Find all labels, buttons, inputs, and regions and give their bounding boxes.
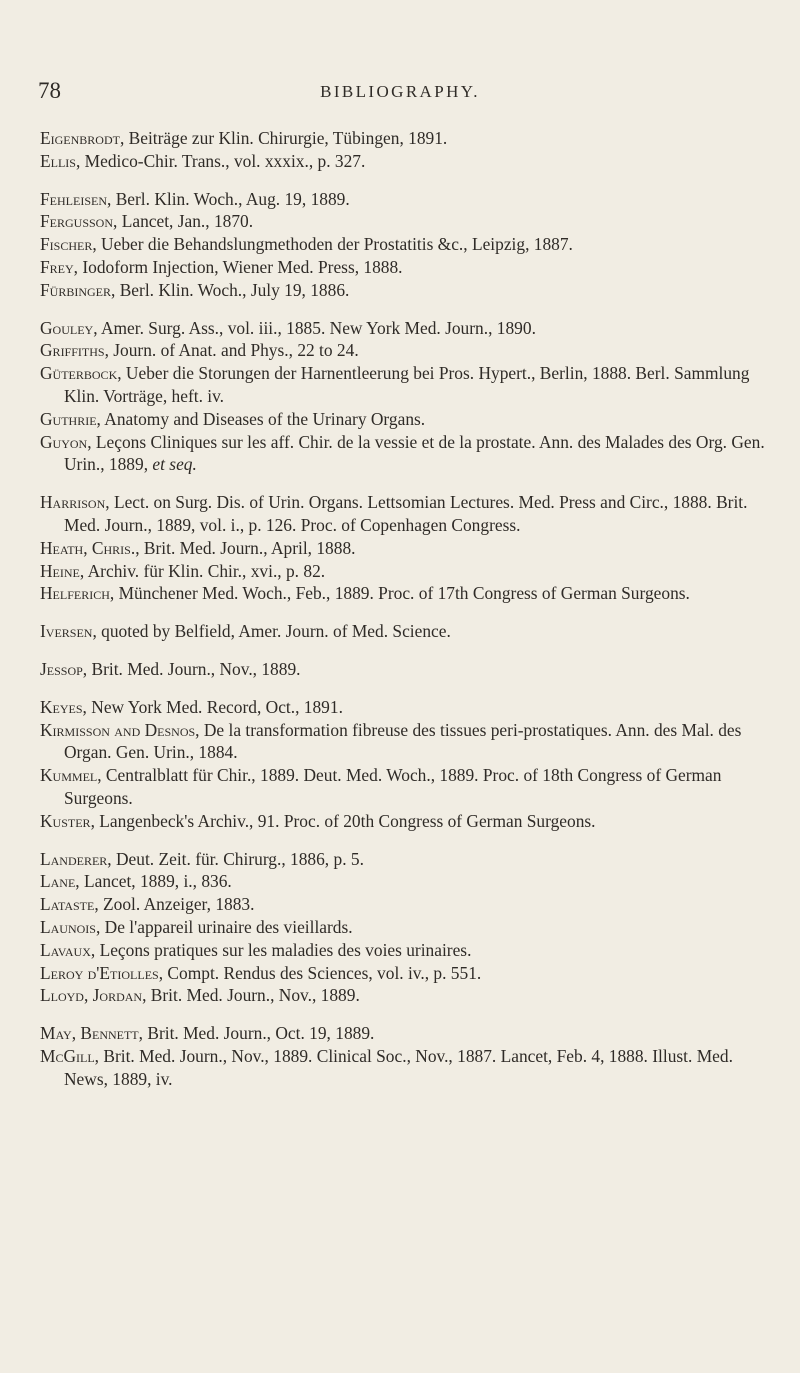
bibliography-group <box>40 188 770 302</box>
bibliography-entry <box>40 210 770 233</box>
entry-author: Kummel, <box>40 765 102 786</box>
entry-citation: Leçons Cliniques sur les aff. Chir. de la vessie et de la prostate. Ann. des Malades des Org. Gen. Urin., 1889, <box>64 431 765 475</box>
entry-author: Lloyd, Jordan, <box>40 985 147 1006</box>
entry-citation: Journ. of Anat. and Phys., 22 to 24. <box>108 340 359 361</box>
bibliography-entry <box>40 764 770 810</box>
entry-citation: New York Med. Record, Oct., 1891. <box>86 696 343 717</box>
bibliography-entry <box>40 150 770 173</box>
bibliography-entry <box>40 916 770 939</box>
page-number: 78 <box>38 78 61 103</box>
entry-citation: Brit. Med. Journ., Nov., 1889. <box>87 658 301 679</box>
entry-citation: Berl. Klin. Woch., Aug. 19, 1889. <box>111 188 350 209</box>
bibliography-entry <box>40 939 770 962</box>
entry-author: Heath, Chris., <box>40 537 140 558</box>
entry-citation: Brit. Med. Journ., Nov., 1889. Clinical Soc., Nov., 1887. Lancet, Feb. 4, 1888. Illust. Med. News, 1889, iv. <box>64 1045 733 1089</box>
bibliography-entry <box>40 431 770 477</box>
entry-author: Lataste, <box>40 894 99 915</box>
bibliography-group <box>40 491 770 605</box>
entry-citation: Lancet, 1889, i., 836. <box>79 871 232 892</box>
entry-author: Guthrie, <box>40 408 101 429</box>
bibliography-group <box>40 620 770 643</box>
bibliography-entry <box>40 719 770 765</box>
entry-author: Eigenbrodt, <box>40 128 125 148</box>
entry-author: Launois, <box>40 916 101 937</box>
entry-citation: Archiv. für Klin. Chir., xvi., p. 82. <box>84 560 326 581</box>
entry-author: Harrison, <box>40 492 110 513</box>
bibliography-entry <box>40 620 770 643</box>
entry-author: Lane, <box>40 871 80 892</box>
bibliography-entry <box>40 696 770 719</box>
bibliography-entry <box>40 362 770 408</box>
bibliography-group <box>40 658 770 681</box>
running-head: BIBLIOGRAPHY. <box>320 82 480 101</box>
entry-citation: De la transformation fibreuse des tissues peri-prostatiques. Ann. des Mal. des Organ. Gen. Urin., 1884. <box>64 719 742 763</box>
entry-author: Güterbock, <box>40 363 122 384</box>
entry-citation: Langenbeck's Archiv., 91. Proc. of 20th Congress of German Surgeons. <box>94 810 596 831</box>
entry-citation: Iodoform Injection, Wiener Med. Press, 1888. <box>78 256 403 277</box>
entry-author: Fergusson, <box>40 211 118 232</box>
bibliography-entry <box>40 893 770 916</box>
bibliography-entry <box>40 279 770 302</box>
entry-citation: Compt. Rendus des Sciences, vol. iv., p. 551. <box>163 962 482 983</box>
entry-author: Iversen, <box>40 621 97 642</box>
bibliography-entry <box>40 317 770 340</box>
bibliography-entry <box>40 582 770 605</box>
entry-citation: Brit. Med. Journ., April, 1888. <box>139 537 356 558</box>
entry-citation: Brit. Med. Journ., Nov., 1889. <box>146 985 360 1006</box>
bibliography-entry <box>40 233 770 256</box>
bibliography-entry <box>40 188 770 211</box>
bibliography-entry <box>40 537 770 560</box>
bibliography-entry <box>40 984 770 1007</box>
entry-citation: quoted by Belfield, Amer. Journ. of Med. Science. <box>96 621 451 642</box>
bibliography-group <box>40 848 770 1008</box>
entry-author: Jessop, <box>40 658 88 679</box>
bibliography-entry <box>40 658 770 681</box>
entry-author: Guyon, <box>40 431 92 452</box>
entry-citation: Beiträge zur Klin. Chirurgie, Tübingen, 1891. <box>124 128 448 148</box>
entry-citation: Brit. Med. Journ., Oct. 19, 1889. <box>143 1023 375 1044</box>
entry-author: Frey, <box>40 256 79 277</box>
entry-author: Kirmisson and Desnos, <box>40 719 200 740</box>
entry-citation: Berl. Klin. Woch., July 19, 1886. <box>115 279 350 300</box>
bibliography-entry <box>40 256 770 279</box>
entry-author: Keyes, <box>40 696 87 717</box>
entry-author: Fürbinger, <box>40 279 116 300</box>
entry-citation: Medico-Chir. Trans., vol. xxxix., p. 327. <box>80 150 366 171</box>
entry-citation: Münchener Med. Woch., Feb., 1889. Proc. of 17th Congress of German Surgeons. <box>114 583 690 604</box>
bibliography-entry <box>40 127 770 150</box>
entry-citation: Ueber die Storungen der Harnentleerung bei Pros. Hypert., Berlin, 1888. Berl. Sammlung Klin. Vorträge, heft. iv. <box>64 363 750 406</box>
entry-author: Ellis, <box>40 150 81 171</box>
bibliography-group <box>40 127 770 173</box>
bibliography-group <box>40 317 770 477</box>
bibliography-entry <box>40 1022 770 1045</box>
entry-citation: Centralblatt für Chir., 1889. Deut. Med. Woch., 1889. Proc. of 18th Congress of German Surgeons. <box>64 765 722 808</box>
entry-author: Kuster, <box>40 810 95 831</box>
entry-citation: Ueber die Behandslungmethoden der Prostatitis &c., Leipzig, 1887. <box>96 234 573 255</box>
entry-author: May, Bennett, <box>40 1023 143 1044</box>
entry-citation: Lect. on Surg. Dis. of Urin. Organs. Lettsomian Lectures. Med. Press and Circ., 1888. Brit. Med. Journ., 1889, vol. i., p. 126. Proc. of Copenhagen Congress. <box>64 492 748 535</box>
entry-author: Helferich, <box>40 583 115 604</box>
entry-citation: Leçons pratiques sur les maladies des voies urinaires. <box>95 939 472 960</box>
entry-author: McGill, <box>40 1045 100 1066</box>
entry-author: Gouley, <box>40 317 98 338</box>
bibliography-entry <box>40 870 770 893</box>
entry-author: Griffiths, <box>40 340 109 361</box>
bibliography-group <box>40 1022 770 1090</box>
bibliography-entry <box>40 339 770 362</box>
bibliography-entry <box>40 810 770 833</box>
entry-citation: Amer. Surg. Ass., vol. iii., 1885. New York Med. Journ., 1890. <box>97 317 536 338</box>
entry-citation: De l'appareil urinaire des vieillards. <box>100 916 353 937</box>
bibliography-entry <box>40 560 770 583</box>
bibliography-entry <box>40 962 770 985</box>
entry-author: Fischer, <box>40 234 97 255</box>
bibliography-list <box>40 127 770 1105</box>
entry-author: Landerer, <box>40 848 112 869</box>
bibliography-group <box>40 696 770 833</box>
bibliography-entry <box>40 491 770 537</box>
bibliography-entry <box>40 408 770 431</box>
bibliography-entry <box>40 848 770 871</box>
entry-italic: et seq. <box>148 454 197 475</box>
entry-author: Leroy d'Etiolles, <box>40 962 164 983</box>
entry-citation: Lancet, Jan., 1870. <box>117 211 254 232</box>
entry-author: Lavaux, <box>40 939 96 960</box>
entry-citation: Anatomy and Diseases of the Urinary Organs. <box>100 408 426 429</box>
entry-citation: Zool. Anzeiger, 1883. <box>98 894 255 915</box>
entry-author: Fehleisen, <box>40 188 112 209</box>
entry-author: Heine, <box>40 560 85 581</box>
bibliography-entry <box>40 1045 770 1091</box>
entry-citation: Deut. Zeit. für. Chirurg., 1886, p. 5. <box>111 848 364 869</box>
